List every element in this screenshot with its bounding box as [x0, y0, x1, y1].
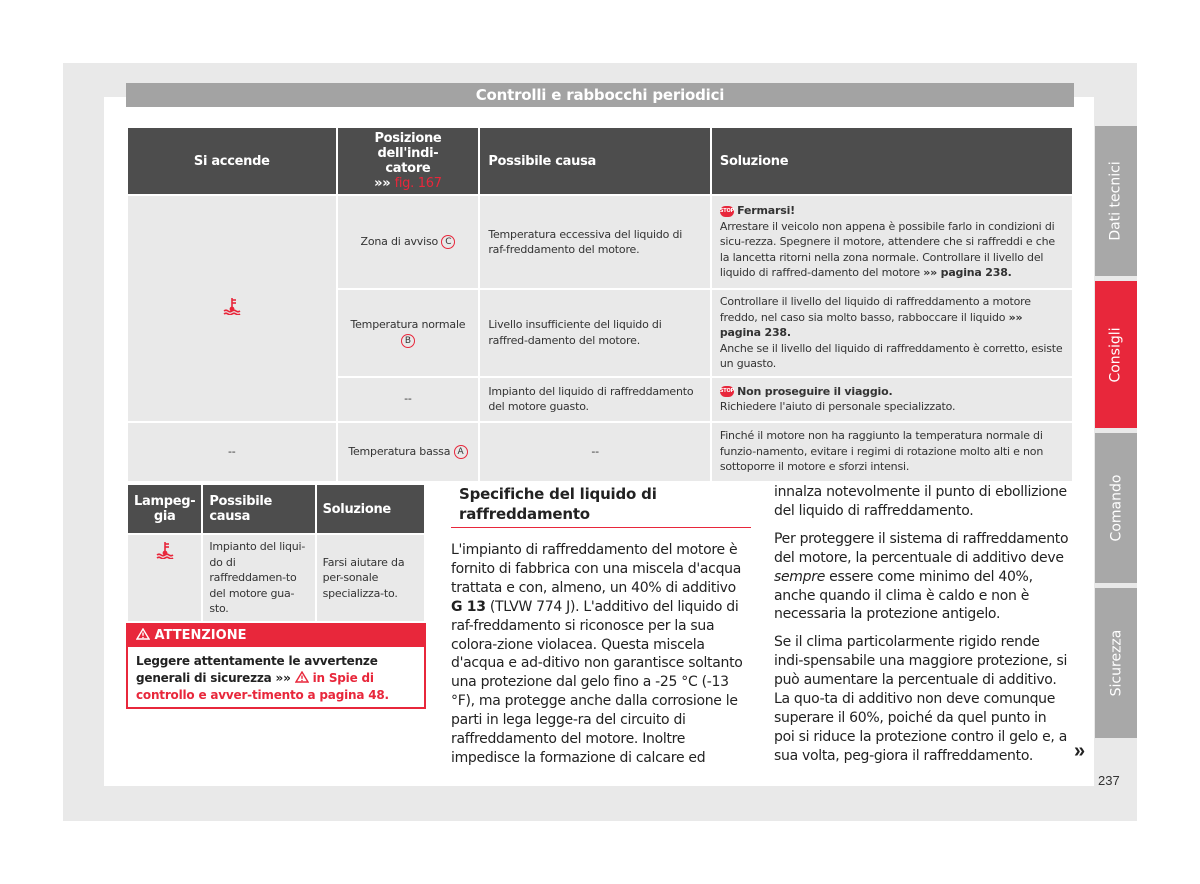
solution-cell: Finché il motore non ha raggiunto la temperatura normale di funzio-namento, evitare i regimi di rotazione molto alti e non sottoporre il motore e sforzi intensi. — [711, 422, 1073, 482]
position-cell: Zona di avviso C — [337, 195, 480, 289]
header-possibile-causa: Possibile causa — [479, 127, 711, 195]
position-cell: Temperatura bassa A — [337, 422, 480, 482]
tab-sicurezza[interactable]: Sicurezza — [1095, 588, 1137, 738]
position-cell: Temperatura normale B — [337, 289, 480, 377]
indicator-table — [126, 126, 1074, 483]
solution-cell: Controllare il livello del liquido di raffreddamento a motore freddo, nel caso sia molto basso, rabboccare il liquido »» pagina 238. Anche se il livello del liquido di raffreddamento è corretto, esiste un guasto. — [711, 289, 1073, 377]
header-possibile-causa: Possibile causa — [202, 484, 315, 534]
text-column-1: L'impianto di raffreddamento del motore è fornito di fabbrica con una miscela d'acqua trattata e con, almeno, un 40% di additivo G 13 (TLVW 774 J). L'additivo del liquido di raf-freddamento si riconosce per la sua colora-zione violacea. Questa miscela d'acqua e ad-ditivo non garantisce soltanto una protezione dal gelo fino a -25 °C (-13 °F), ma protegge anche dalla corrosione le parti in lega legge-ra del circuito di raffreddamento del motore. Inoltre impedisce la formazione di calcare ed — [451, 542, 743, 766]
table-header-row — [127, 484, 425, 534]
flashing-icon-cell — [127, 534, 202, 622]
header-soluzione: Soluzione — [711, 127, 1073, 195]
header-soluzione: Soluzione — [316, 484, 425, 534]
solution-cell: Farsi aiutare da per-sonale specializza-to. — [316, 534, 425, 622]
section-title: Specifiche del liquido di raffreddamento — [451, 482, 751, 528]
warning-triangle-icon — [136, 628, 155, 643]
page-link[interactable]: »» pagina 238. — [923, 266, 1012, 280]
position-cell: -- — [337, 377, 480, 422]
header-posizione: Posizione dell'indi- catore »» fig. 167 — [337, 127, 480, 195]
cause-cell: Livello insufficiente del liquido di raffred-damento del motore. — [479, 289, 711, 377]
coolant-warning-cell — [127, 195, 337, 422]
cause-cell: Temperatura eccessiva del liquido di raf-freddamento del motore. — [479, 195, 711, 289]
stop-icon: STOP — [720, 386, 734, 397]
table-header-row — [127, 127, 1073, 195]
warning-triangle-icon — [295, 671, 313, 685]
warning-header: ATTENZIONE — [128, 625, 424, 647]
header-si-accende: Si accende — [127, 127, 337, 195]
continue-arrow-icon: » — [1074, 740, 1086, 762]
page-number: 237 — [1098, 773, 1120, 788]
tab-consigli[interactable]: Consigli — [1095, 281, 1137, 428]
table-row — [127, 195, 1073, 289]
tab-comando[interactable]: Comando — [1095, 433, 1137, 583]
mark-b-icon: B — [401, 334, 415, 348]
cause-cell: Impianto del liquido di raffreddamento del motore guasto. — [479, 377, 711, 422]
mark-a-icon: A — [454, 445, 468, 459]
coolant-temperature-icon — [222, 299, 242, 320]
warning-link[interactable]: in Spie di controllo e avver-timento a pagina 48. — [136, 671, 389, 702]
table-row — [127, 534, 425, 622]
warning-text: Leggere attentamente le avvertenze generali di sicurezza »» in Spie di controllo e avver-timento a pagina 48. — [136, 654, 389, 702]
cause-cell: -- — [479, 422, 711, 482]
stop-icon: STOP — [720, 206, 734, 217]
table-row — [127, 422, 1073, 482]
lights-cell: -- — [127, 422, 337, 482]
cause-cell: Impianto del liqui-do di raffreddamen-to del motore gua-sto. — [202, 534, 315, 622]
text-column-2: innalza notevolmente il punto di ebollizione del liquido di raffreddamento. Per proteggere il sistema di raffreddamento del motore, la percentuale di additivo deve sempre essere come minimo del 40%, anche quando il clima è caldo e non è necessaria la protezione antigelo. Se il clima particolarmente rigido rende indi-spensabile una maggiore protezione, si può aumentare la percentuale di additivo. La quo-ta di additivo non deve comunque superare il 60%, poiché da quel punto in poi si riduce la protezione contro il gelo e, a sua volta, peg-giora il raffreddamento. — [774, 484, 1069, 764]
page-title: Controlli e rabbocchi periodici — [126, 83, 1074, 107]
header-lampeggia: Lampeg-gia — [127, 484, 202, 534]
flashing-table — [126, 483, 426, 623]
solution-cell: STOP Fermarsi! Arrestare il veicolo non appena è possibile farlo in condizioni di sicu-rezza. Spegnere il motore, attendere che si raffreddi e che la lancetta ritorni nella zona normale. Controllare il livello del liquido di raffred-damento del motore »» pagina 238. — [711, 195, 1073, 289]
coolant-temperature-icon — [155, 549, 175, 562]
mark-c-icon: C — [441, 235, 455, 249]
warning-box — [126, 623, 426, 709]
tab-dati-tecnici[interactable]: Dati tecnici — [1095, 126, 1137, 276]
solution-cell: STOP Non proseguire il viaggio. Richiedere l'aiuto di personale specializzato. — [711, 377, 1073, 422]
page-link[interactable]: »» pagina 238. — [719, 310, 1023, 339]
figure-link[interactable]: fig. 167 — [394, 176, 442, 191]
